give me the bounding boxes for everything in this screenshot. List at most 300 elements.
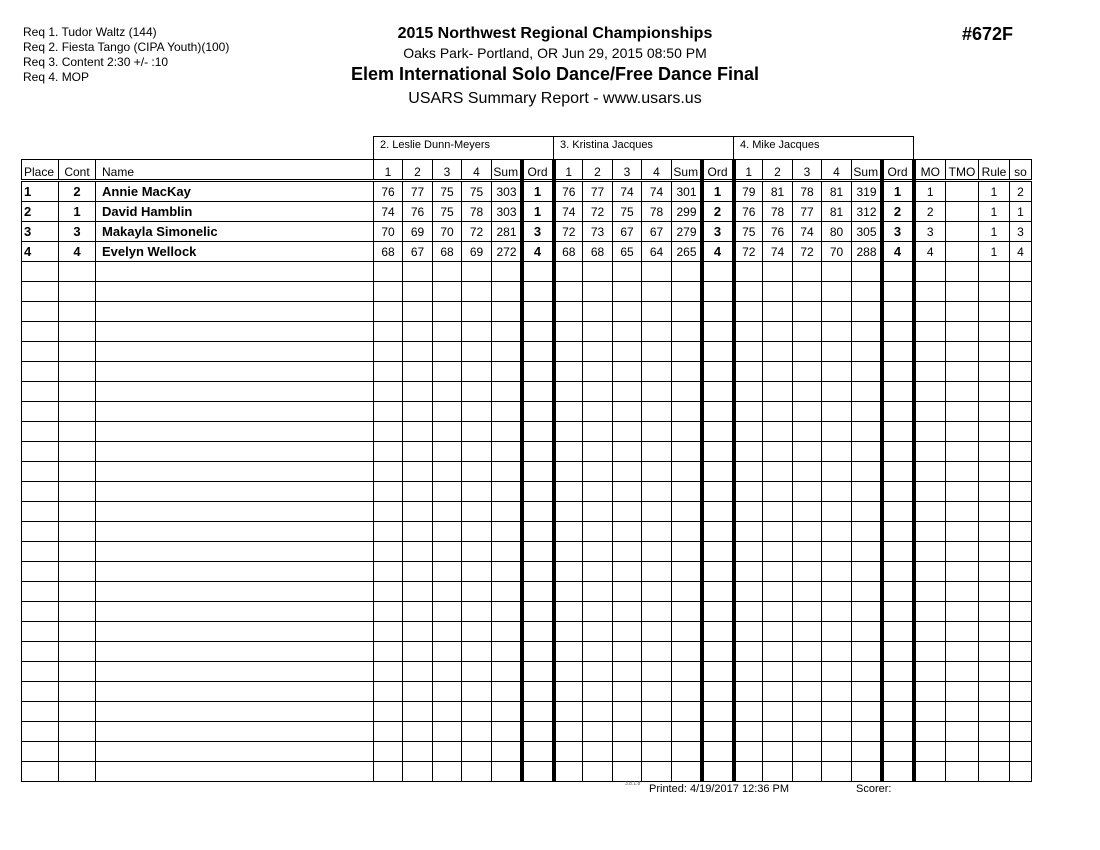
empty-cell <box>642 522 672 542</box>
empty-cell <box>374 282 403 302</box>
empty-cell <box>793 602 822 622</box>
empty-cell <box>734 422 763 442</box>
empty-cell <box>462 462 492 482</box>
empty-cell <box>852 622 882 642</box>
empty-cell <box>433 562 462 582</box>
empty-cell <box>613 462 642 482</box>
col-j2-2: 2 <box>583 160 613 181</box>
empty-cell <box>672 262 702 282</box>
empty-cell <box>522 702 554 722</box>
empty-cell <box>793 482 822 502</box>
empty-cell <box>96 422 374 442</box>
empty-cell <box>59 622 96 642</box>
empty-cell <box>822 762 852 782</box>
empty-cell <box>374 482 403 502</box>
empty-cell <box>1010 582 1032 602</box>
empty-cell <box>1010 642 1032 662</box>
empty-cell <box>702 422 734 442</box>
empty-cell <box>914 262 946 282</box>
empty-cell <box>882 762 914 782</box>
empty-cell <box>979 582 1010 602</box>
judge-2-score-4: 78 <box>642 202 672 222</box>
empty-cell <box>433 682 462 702</box>
empty-cell <box>734 682 763 702</box>
judge-1-score-1: 68 <box>374 242 403 262</box>
empty-cell <box>433 322 462 342</box>
empty-cell <box>914 662 946 682</box>
empty-cell <box>642 582 672 602</box>
empty-cell <box>613 382 642 402</box>
empty-cell <box>822 522 852 542</box>
empty-cell <box>702 282 734 302</box>
judge-2-sum: 279 <box>672 222 702 242</box>
empty-cell <box>734 622 763 642</box>
empty-cell <box>1010 382 1032 402</box>
empty-cell <box>642 762 672 782</box>
empty-cell <box>583 542 613 562</box>
judge-1-score-3: 75 <box>433 181 462 202</box>
empty-cell <box>583 582 613 602</box>
empty-cell <box>96 762 374 782</box>
empty-cell <box>59 582 96 602</box>
empty-cell <box>403 382 433 402</box>
empty-cell <box>642 722 672 742</box>
empty-cell <box>96 342 374 362</box>
empty-cell <box>642 462 672 482</box>
judge-1-score-4: 69 <box>462 242 492 262</box>
empty-cell <box>946 462 979 482</box>
empty-cell <box>822 402 852 422</box>
event-number: #672F <box>962 24 1014 44</box>
empty-cell <box>852 582 882 602</box>
empty-cell <box>763 362 793 382</box>
empty-cell <box>822 602 852 622</box>
empty-cell <box>642 702 672 722</box>
empty-cell <box>613 262 642 282</box>
empty-cell <box>642 422 672 442</box>
empty-cell <box>672 582 702 602</box>
empty-cell <box>1010 282 1032 302</box>
empty-cell <box>1010 662 1032 682</box>
judge-3-score-2: 74 <box>763 242 793 262</box>
empty-cell <box>22 262 59 282</box>
empty-cell <box>763 542 793 562</box>
empty-cell <box>433 582 462 602</box>
empty-cell <box>403 482 433 502</box>
empty-cell <box>979 502 1010 522</box>
empty-cell <box>702 582 734 602</box>
empty-cell <box>613 482 642 502</box>
empty-cell <box>672 562 702 582</box>
empty-cell <box>462 582 492 602</box>
empty-cell <box>554 302 583 322</box>
empty-cell <box>96 722 374 742</box>
empty-cell <box>672 422 702 442</box>
empty-cell <box>946 702 979 722</box>
empty-cell <box>852 722 882 742</box>
empty-cell <box>702 662 734 682</box>
empty-cell <box>583 622 613 642</box>
empty-cell <box>492 422 522 442</box>
empty-cell <box>914 682 946 702</box>
empty-cell <box>763 342 793 362</box>
empty-cell <box>672 282 702 302</box>
requirement-2: Req 2. Fiesta Tango (CIPA Youth)(100) <box>23 40 230 54</box>
empty-cell <box>672 462 702 482</box>
empty-cell <box>1010 502 1032 522</box>
empty-cell <box>979 442 1010 462</box>
empty-cell <box>96 742 374 762</box>
empty-cell <box>979 322 1010 342</box>
empty-cell <box>946 622 979 642</box>
empty-cell <box>374 362 403 382</box>
judge-1-ordinal: 1 <box>522 202 554 222</box>
empty-cell <box>1010 722 1032 742</box>
empty-cell <box>433 282 462 302</box>
judge-2-score-1: 76 <box>554 181 583 202</box>
requirement-4: Req 4. MOP <box>23 70 90 84</box>
judge-1-sum: 303 <box>492 202 522 222</box>
empty-cell <box>946 562 979 582</box>
empty-cell <box>822 742 852 762</box>
empty-cell <box>462 742 492 762</box>
empty-cell <box>96 622 374 642</box>
empty-cell <box>462 422 492 442</box>
empty-cell <box>583 362 613 382</box>
empty-cell <box>946 282 979 302</box>
column-header-row <box>22 160 1032 181</box>
empty-cell <box>554 622 583 642</box>
empty-cell <box>882 442 914 462</box>
empty-cell <box>946 662 979 682</box>
judge-2-score-1: 74 <box>554 202 583 222</box>
empty-cell <box>672 442 702 462</box>
empty-cell <box>374 422 403 442</box>
empty-cell <box>882 482 914 502</box>
empty-cell <box>554 462 583 482</box>
tmo-cell <box>946 222 979 242</box>
empty-cell <box>492 262 522 282</box>
empty-cell <box>613 702 642 722</box>
empty-cell <box>462 522 492 542</box>
empty-cell <box>492 362 522 382</box>
empty-cell <box>642 342 672 362</box>
empty-cell <box>702 562 734 582</box>
empty-cell <box>822 702 852 722</box>
empty-cell <box>613 502 642 522</box>
empty-cell <box>822 462 852 482</box>
empty-cell <box>734 322 763 342</box>
cont-cell: 1 <box>59 202 96 222</box>
empty-cell <box>492 602 522 622</box>
empty-cell <box>59 422 96 442</box>
version-label: 3.8.1.8 <box>625 781 641 787</box>
empty-cell <box>403 422 433 442</box>
judge-1-ordinal: 4 <box>522 242 554 262</box>
empty-cell <box>979 562 1010 582</box>
empty-cell <box>374 742 403 762</box>
empty-cell <box>672 482 702 502</box>
empty-cell <box>1010 422 1032 442</box>
empty-cell <box>522 382 554 402</box>
judge-1-sum: 303 <box>492 181 522 202</box>
empty-cell <box>433 642 462 662</box>
empty-row <box>22 482 1032 502</box>
empty-cell <box>822 622 852 642</box>
empty-cell <box>672 722 702 742</box>
empty-row <box>22 422 1032 442</box>
empty-cell <box>914 622 946 642</box>
empty-cell <box>763 502 793 522</box>
empty-row <box>22 362 1032 382</box>
empty-cell <box>59 502 96 522</box>
event-title: Elem International Solo Dance/Free Dance Final <box>350 64 760 84</box>
empty-row <box>22 262 1032 282</box>
empty-row <box>22 282 1032 302</box>
empty-cell <box>59 722 96 742</box>
empty-cell <box>554 342 583 362</box>
empty-cell <box>22 282 59 302</box>
empty-cell <box>492 282 522 302</box>
empty-cell <box>59 482 96 502</box>
empty-cell <box>763 562 793 582</box>
empty-cell <box>96 542 374 562</box>
judge-2-score-3: 65 <box>613 242 642 262</box>
empty-cell <box>702 682 734 702</box>
empty-cell <box>763 742 793 762</box>
col-so: so <box>1010 160 1032 181</box>
col-j3-2: 2 <box>763 160 793 181</box>
empty-cell <box>672 662 702 682</box>
empty-cell <box>734 482 763 502</box>
empty-cell <box>522 562 554 582</box>
empty-cell <box>763 642 793 662</box>
empty-cell <box>554 422 583 442</box>
empty-cell <box>613 642 642 662</box>
empty-cell <box>979 602 1010 622</box>
empty-cell <box>22 522 59 542</box>
empty-row <box>22 762 1032 782</box>
empty-cell <box>852 762 882 782</box>
empty-cell <box>882 462 914 482</box>
empty-cell <box>734 602 763 622</box>
so-cell: 2 <box>1010 181 1032 202</box>
judge-1-score-1: 74 <box>374 202 403 222</box>
empty-cell <box>979 622 1010 642</box>
empty-cell <box>672 622 702 642</box>
empty-cell <box>979 282 1010 302</box>
judge-3-sum: 319 <box>852 181 882 202</box>
empty-cell <box>702 482 734 502</box>
empty-cell <box>492 762 522 782</box>
empty-cell <box>642 262 672 282</box>
empty-cell <box>914 562 946 582</box>
empty-cell <box>882 662 914 682</box>
empty-cell <box>1010 482 1032 502</box>
skater-name: Annie MacKay <box>96 181 374 202</box>
empty-cell <box>59 362 96 382</box>
empty-cell <box>583 382 613 402</box>
empty-cell <box>462 382 492 402</box>
empty-cell <box>492 622 522 642</box>
judge-3-name: 4. Mike Jacques <box>734 137 914 160</box>
empty-cell <box>433 402 462 422</box>
empty-row <box>22 462 1032 482</box>
empty-cell <box>1010 302 1032 322</box>
so-cell: 3 <box>1010 222 1032 242</box>
empty-cell <box>492 402 522 422</box>
empty-cell <box>702 362 734 382</box>
skater-name: Evelyn Wellock <box>96 242 374 262</box>
empty-cell <box>763 262 793 282</box>
empty-cell <box>583 302 613 322</box>
empty-cell <box>914 522 946 542</box>
empty-cell <box>914 642 946 662</box>
empty-cell <box>433 502 462 522</box>
judge-2-ordinal: 2 <box>702 202 734 222</box>
empty-cell <box>462 302 492 322</box>
empty-cell <box>403 262 433 282</box>
empty-cell <box>583 762 613 782</box>
empty-cell <box>613 682 642 702</box>
empty-cell <box>979 642 1010 662</box>
empty-cell <box>642 282 672 302</box>
rule-cell: 1 <box>979 222 1010 242</box>
judge-1-score-2: 67 <box>403 242 433 262</box>
table-row <box>22 181 1032 202</box>
empty-cell <box>702 342 734 362</box>
col-j1-1: 1 <box>374 160 403 181</box>
empty-cell <box>642 322 672 342</box>
empty-row <box>22 342 1032 362</box>
empty-cell <box>763 382 793 402</box>
empty-cell <box>613 602 642 622</box>
empty-cell <box>734 562 763 582</box>
empty-cell <box>642 622 672 642</box>
empty-cell <box>822 662 852 682</box>
empty-cell <box>554 642 583 662</box>
empty-cell <box>583 702 613 722</box>
judge-2-score-3: 74 <box>613 181 642 202</box>
empty-cell <box>852 482 882 502</box>
empty-cell <box>492 462 522 482</box>
empty-cell <box>946 522 979 542</box>
empty-row <box>22 622 1032 642</box>
empty-cell <box>59 742 96 762</box>
printed-timestamp: Printed: 4/19/2017 12:36 PM <box>649 783 790 795</box>
empty-cell <box>979 522 1010 542</box>
empty-cell <box>583 342 613 362</box>
empty-cell <box>642 502 672 522</box>
empty-cell <box>882 502 914 522</box>
empty-cell <box>702 642 734 662</box>
empty-cell <box>22 722 59 742</box>
empty-cell <box>59 662 96 682</box>
empty-cell <box>734 502 763 522</box>
empty-cell <box>793 382 822 402</box>
empty-cell <box>613 282 642 302</box>
empty-cell <box>763 462 793 482</box>
empty-cell <box>433 602 462 622</box>
empty-row <box>22 442 1032 462</box>
judge-1-sum: 272 <box>492 242 522 262</box>
judge-1-score-1: 76 <box>374 181 403 202</box>
empty-cell <box>462 562 492 582</box>
empty-cell <box>583 422 613 442</box>
empty-cell <box>642 682 672 702</box>
empty-cell <box>702 322 734 342</box>
empty-cell <box>433 522 462 542</box>
empty-cell <box>374 522 403 542</box>
judge-header-row <box>22 137 1032 160</box>
empty-cell <box>492 582 522 602</box>
empty-cell <box>583 262 613 282</box>
empty-cell <box>852 322 882 342</box>
empty-cell <box>522 342 554 362</box>
judge-2-score-4: 64 <box>642 242 672 262</box>
col-j3-4: 4 <box>822 160 852 181</box>
empty-cell <box>852 702 882 722</box>
rule-cell: 1 <box>979 202 1010 222</box>
empty-cell <box>492 482 522 502</box>
col-j1-sum: Sum <box>492 160 522 181</box>
empty-cell <box>642 662 672 682</box>
empty-cell <box>946 322 979 342</box>
empty-cell <box>96 682 374 702</box>
empty-cell <box>96 302 374 322</box>
judge-1-score-3: 70 <box>433 222 462 242</box>
empty-cell <box>793 462 822 482</box>
empty-cell <box>583 602 613 622</box>
empty-cell <box>734 302 763 322</box>
empty-cell <box>763 662 793 682</box>
empty-cell <box>59 602 96 622</box>
empty-cell <box>492 442 522 462</box>
empty-cell <box>822 542 852 562</box>
judge-3-score-1: 72 <box>734 242 763 262</box>
empty-cell <box>763 622 793 642</box>
empty-cell <box>793 542 822 562</box>
empty-cell <box>1010 542 1032 562</box>
empty-cell <box>22 502 59 522</box>
empty-cell <box>793 282 822 302</box>
empty-cell <box>492 562 522 582</box>
col-j3-sum: Sum <box>852 160 882 181</box>
empty-cell <box>613 582 642 602</box>
empty-cell <box>672 682 702 702</box>
empty-cell <box>914 362 946 382</box>
empty-cell <box>793 742 822 762</box>
judge-3-score-2: 81 <box>763 181 793 202</box>
empty-cell <box>22 762 59 782</box>
empty-cell <box>522 362 554 382</box>
empty-cell <box>433 742 462 762</box>
empty-cell <box>979 482 1010 502</box>
empty-cell <box>822 722 852 742</box>
empty-cell <box>852 602 882 622</box>
empty-cell <box>979 262 1010 282</box>
empty-cell <box>642 442 672 462</box>
empty-cell <box>403 602 433 622</box>
empty-cell <box>702 542 734 562</box>
empty-cell <box>914 322 946 342</box>
judge-2-score-4: 74 <box>642 181 672 202</box>
empty-cell <box>583 282 613 302</box>
empty-cell <box>583 322 613 342</box>
empty-cell <box>613 342 642 362</box>
empty-cell <box>403 742 433 762</box>
empty-cell <box>946 722 979 742</box>
